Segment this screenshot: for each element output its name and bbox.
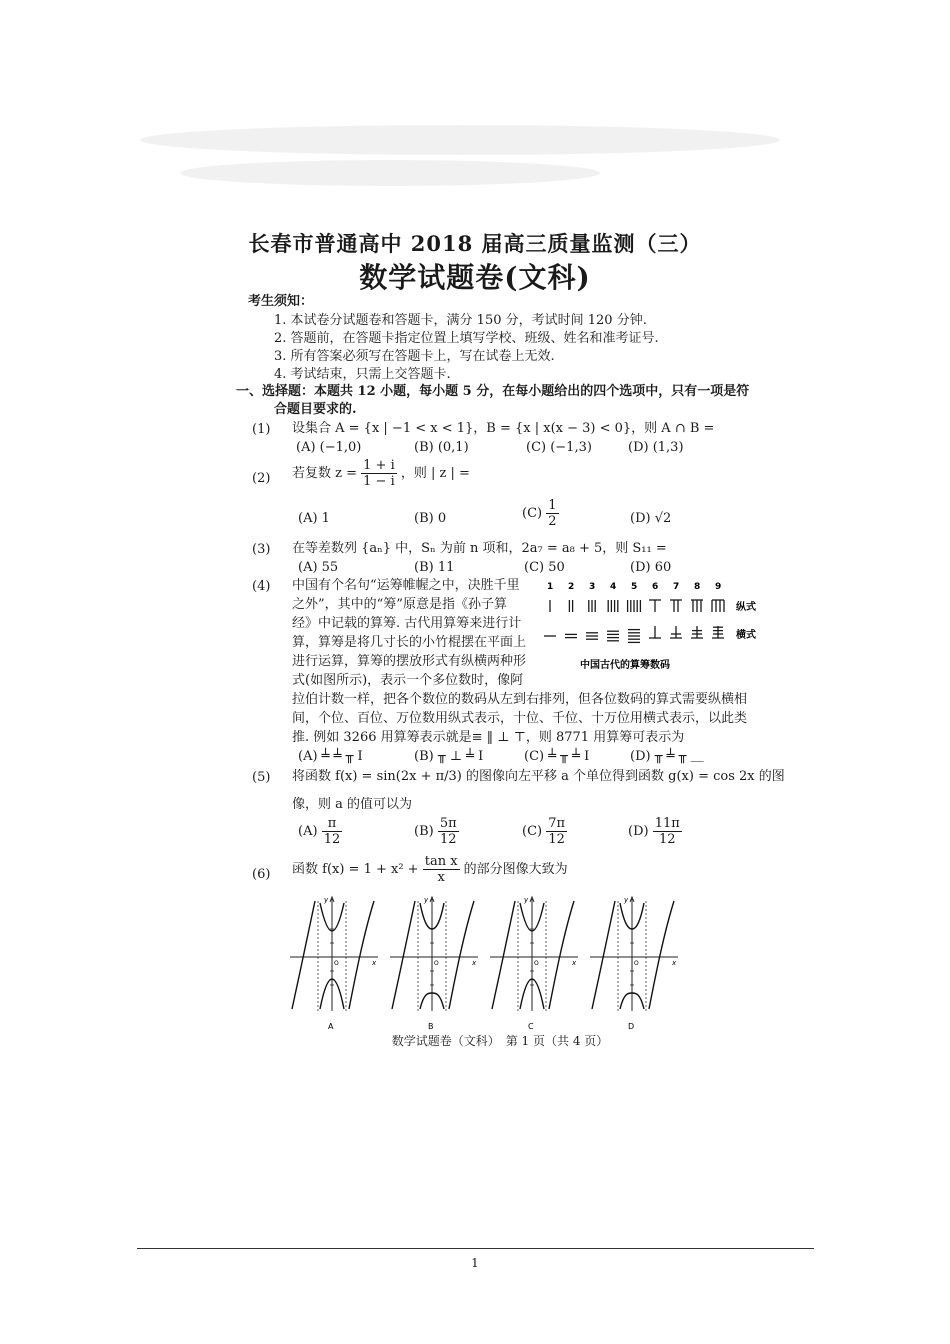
q6-stem-tail: 的部分图像大致为 [463, 862, 568, 877]
graph-option-label: B [428, 1022, 434, 1031]
q4-line: 经》中记载的算筹. 古代用算筹来进行计 [292, 616, 522, 631]
rod-figure-caption: 中国古代的算筹数码 [580, 660, 670, 671]
scan-smudge [180, 160, 600, 186]
q6-fraction [423, 854, 460, 885]
q2-option-a: (A) 1 [298, 511, 330, 526]
q5-option-c [522, 816, 567, 847]
exam-subtitle: 数学试题卷(文科) [359, 261, 591, 294]
rod-horizontal-numeral [586, 633, 598, 639]
y-axis-label: y [424, 896, 429, 904]
q6-graph [390, 896, 478, 1031]
curve-branch [492, 901, 515, 1009]
rod-horizontal-numeral [712, 626, 724, 638]
notice-item-3: 3. 所有答案必须写在答题卡上，写在试卷上无效. [274, 349, 555, 364]
rod-vertical-numeral [691, 600, 703, 612]
rod-horizontal-numeral [565, 634, 577, 637]
q5-b-den: 12 [439, 832, 457, 847]
section-heading: 一、选择题：本题共 12 小题，每小题 5 分，在每小题给出的四个选项中，只有一项是符 [236, 384, 750, 399]
origin-label: O [434, 960, 439, 967]
q1-option-a: (A) (−1,0) [296, 440, 362, 455]
q6-graph [490, 896, 578, 1031]
q4-option-d: (D) ╥ ╧ ╥ ＿ [630, 749, 704, 764]
x-axis-label: x [372, 959, 377, 967]
q5-a-label: (A) [298, 824, 318, 839]
rod-vertical-numeral [670, 600, 682, 612]
q5-d-num: 11π [654, 816, 680, 831]
rod-horizontal-numeral [649, 626, 661, 638]
q4-line: 之外”，其中的“筹”原意是指《孙子算 [292, 597, 507, 612]
graph-option-label: D [628, 1022, 635, 1031]
rod-digit-label: 9 [715, 582, 722, 592]
q3-option-d: (D) 60 [630, 560, 672, 575]
page-caption: 数学试题卷（文科） 第 1 页（共 4 页） [391, 1034, 609, 1048]
x-axis-label: x [472, 959, 477, 967]
x-axis-label: x [672, 959, 677, 967]
q6-stem-text: 函数 f(x) = 1 + x² + [292, 862, 419, 877]
q4-option-b: (B) ╥ ⊥ ╧ Ⅰ [414, 749, 484, 764]
q6-number: (6) [252, 867, 271, 882]
rod-horizontal-numeral [691, 626, 703, 638]
q3-stem: 在等差数列 {aₙ} 中，Sₙ 为前 n 项和，2a₇ = a₈ + 5，则 S₁₁ = [292, 541, 667, 556]
counting-rod-figure [540, 578, 765, 673]
rod-vertical-numeral [589, 600, 595, 612]
q5-option-b [414, 816, 459, 847]
q2-number: (2) [252, 471, 271, 486]
rod-digit-label: 4 [610, 582, 617, 592]
notice-item-4: 4. 考试结束，只需上交答题卡. [274, 367, 451, 382]
q5-c-den: 12 [548, 832, 565, 847]
rod-horizontal-row [544, 626, 724, 642]
curve-branch [592, 901, 615, 1009]
scan-smudge [140, 125, 780, 155]
rod-vertical-numeral [712, 600, 724, 612]
rod-digit-label: 2 [568, 582, 575, 592]
q5-option-d [628, 816, 682, 847]
q6-graphs [286, 893, 686, 1033]
curve-branch [449, 901, 474, 1009]
exam-title: 长春市普通高中 2018 届高三质量监测（三） [248, 231, 702, 256]
q1-option-b: (B) (0,1) [414, 440, 469, 455]
q2-stem-text: 若复数 z = [292, 466, 358, 481]
y-axis-label: y [524, 896, 529, 904]
rod-digit-label: 8 [694, 582, 701, 592]
q5-c-fraction [546, 816, 567, 847]
q4-line: 中国有个名句“运筹帷幄之中，决胜千里 [292, 578, 520, 593]
q4-line: 式(如图所示)，表示一个多位数时，像阿 [292, 673, 524, 688]
notice-heading: 考生须知： [248, 294, 314, 309]
q2-frac-num: 1 + i [363, 458, 395, 473]
q5-d-fraction [653, 816, 682, 847]
q2-stem [292, 458, 470, 489]
rod-vertical-row [550, 600, 724, 612]
section-heading-cont: 合题目要求的. [274, 402, 357, 417]
notice-item-2: 2. 答题前，在答题卡指定位置上填写学校、班级、姓名和准考证号. [274, 331, 659, 346]
q4-line: 间，个位、百位、万位数用纵式表示，十位、千位、十万位用横式表示，以此类 [292, 711, 748, 726]
q2-option-c-fraction [546, 498, 558, 529]
q2-c-num: 1 [548, 498, 557, 513]
q4-line: 拉伯计数一样，把各个数位的数码从左到右排列，但各位数码的算式需要纵横相 [292, 692, 748, 707]
q1-option-c: (C) (−1,3) [526, 440, 592, 455]
q5-b-label: (B) [414, 824, 434, 839]
q4-line: 进行运算，算筹的摆放形式有纵横两种形 [292, 654, 527, 669]
q6-graph [290, 896, 378, 1031]
q5-b-num: 5π [439, 816, 457, 831]
q6-frac-num: tan x [424, 854, 458, 869]
q6-frac-den: x [437, 870, 445, 885]
curve-branch [292, 901, 315, 1009]
rod-digit-label: 7 [673, 582, 680, 592]
q5-stem-line1: 将函数 f(x) = sin(2x + π/3) 的图像向左平移 a 个单位得到函数 g(x) = cos 2x 的图 [292, 769, 785, 784]
rod-row1-label: 纵式 [736, 602, 756, 613]
curve-branch [549, 901, 574, 1009]
q3-option-b: (B) 11 [414, 560, 455, 575]
origin-label: O [634, 960, 639, 967]
graph-option-label: C [528, 1022, 534, 1031]
q2-fraction [361, 458, 397, 489]
q2-option-d: (D) √2 [630, 511, 672, 526]
q4-option-a: (A) ╧ ╧ ╥ Ⅰ [298, 749, 363, 764]
q5-stem-line2: 像，则 a 的值可以为 [292, 797, 413, 812]
q1-stem: 设集合 A = {x | −1 < x < 1}，B = {x | x(x − 3) < 0}，则 A ∩ B = [292, 421, 715, 436]
notice-item-1: 1. 本试卷分试题卷和答题卡，满分 150 分，考试时间 120 分钟. [274, 313, 647, 328]
q5-option-a [298, 816, 342, 847]
q1-option-d: (D) (1,3) [628, 440, 684, 455]
x-axis-label: x [572, 959, 577, 967]
q3-option-c: (C) 50 [524, 560, 565, 575]
q2-stem-tail: ，则 | z | = [400, 466, 470, 481]
origin-label: O [334, 960, 339, 967]
q5-d-label: (D) [628, 824, 649, 839]
q4-line: 算，算筹是将几寸长的小竹棍摆在平面上 [292, 635, 527, 650]
rod-vertical-numeral [608, 600, 618, 612]
curve-branch [649, 901, 674, 1009]
q5-a-num: π [322, 816, 343, 832]
q5-d-den: 12 [658, 832, 676, 847]
q5-c-label: (C) [522, 824, 543, 839]
rod-vertical-numeral [628, 600, 641, 612]
q5-a-fraction [322, 816, 343, 847]
rod-vertical-numeral [569, 600, 572, 612]
curve-branch [392, 901, 415, 1009]
q1-number: (1) [252, 422, 271, 437]
y-axis-label: y [624, 896, 629, 904]
origin-label: O [534, 960, 539, 967]
q5-c-num: 7π [548, 816, 566, 831]
rod-horizontal-numeral [607, 631, 619, 641]
q4-number: (4) [252, 579, 271, 594]
q2-option-c-label: (C) [522, 506, 543, 521]
q5-number: (5) [252, 770, 271, 785]
rod-digit-label: 1 [547, 582, 554, 592]
q6-graph [590, 896, 678, 1031]
q4-line: 推. 例如 3266 用算筹表示就是≡ ‖ ⊥ ⊤，则 8771 用算筹可表示为 [292, 730, 685, 745]
q3-option-a: (A) 55 [298, 560, 339, 575]
footer-divider [137, 1248, 814, 1249]
rod-horizontal-numeral [670, 626, 682, 638]
rod-digit-label: 6 [652, 582, 659, 592]
q2-c-den: 2 [548, 514, 557, 529]
q4-option-c: (C) ╧ ╥ ╧ Ⅰ [524, 749, 590, 764]
q2-option-c [522, 498, 559, 529]
q2-option-b: (B) 0 [414, 511, 447, 526]
y-axis-label: y [324, 896, 329, 904]
rod-digit-label: 3 [589, 582, 596, 592]
rod-digit-label: 5 [631, 582, 638, 592]
rod-horizontal-numeral [628, 630, 640, 643]
curve-branch [349, 901, 374, 1009]
rod-row2-label: 横式 [736, 630, 756, 641]
q5-a-den: 12 [323, 832, 341, 847]
graph-option-label: A [328, 1022, 334, 1031]
page-number: 1 [471, 1256, 479, 1270]
q5-b-fraction [438, 816, 459, 847]
rod-vertical-numeral [649, 600, 661, 612]
q2-frac-den: 1 − i [363, 474, 395, 489]
rod-digit-labels [547, 582, 721, 592]
q6-stem [292, 854, 568, 885]
q3-number: (3) [252, 542, 271, 557]
